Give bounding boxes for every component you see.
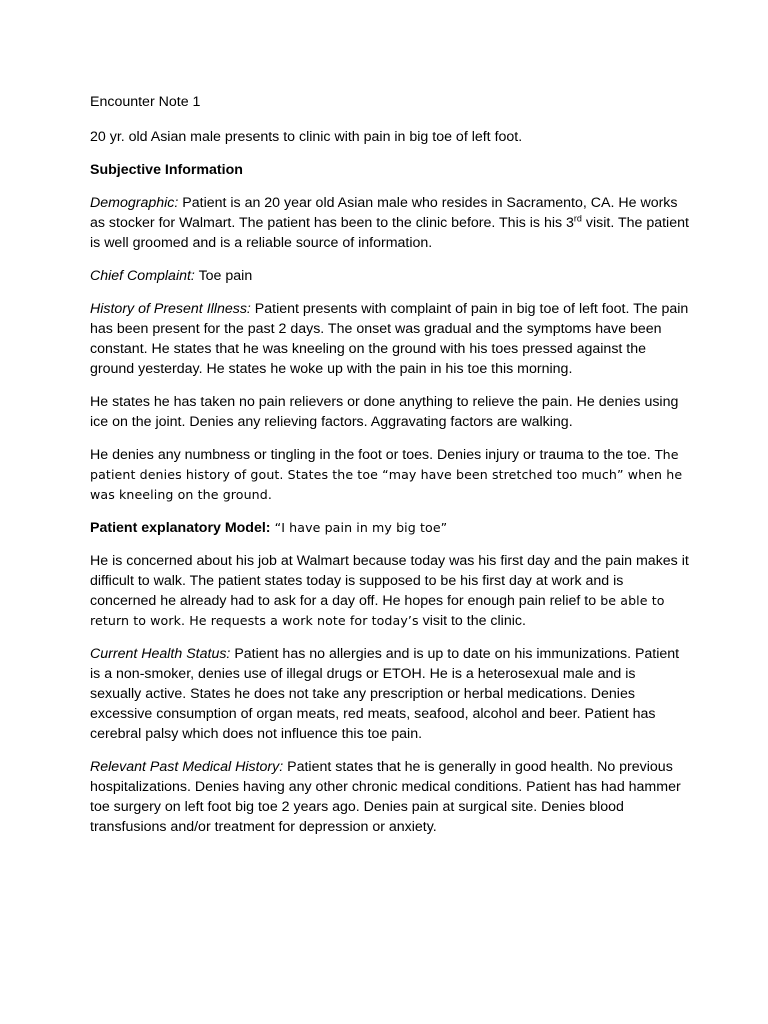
gout-text: The patient denies history of gout. States the toe “may have been stretched too much” when he was kneeling on the ground. [90,447,683,502]
intro-line: 20 yr. old Asian male presents to clinic with pain in big toe of left foot. [90,129,523,145]
hpi-text: Patient presents with complaint of pain in big toe of left foot. The pain has been present for the past 2 days. The onset was gradual and the symptoms have been constant. He states that he was kneeling on the ground with his toes pressed against the ground yesterday. He states he woke up with the pain in his toe this morning. [90,301,689,377]
past-history-paragraph [90,757,690,837]
current-health-text: Patient has no allergies and is up to date on his immunizations. Patient is a non-smoker, denies use of illegal drugs or ETOH. He is a heterosexual male and is sexually active. States he does not take any prescription or herbal medications. Denies excessive consumption of organ meats, red meats, seafood, alcohol and beer. Patient has cerebral palsy which does not influence this toe pain. [90,646,680,742]
numbness-paragraph [90,445,690,505]
explanatory-label: Patient explanatory Model: [90,520,271,536]
explanatory-paragraph [90,518,690,538]
work-note-text: be able to return to work. He requests a work note for today’s [90,593,665,628]
concern-text: He is concerned about his job at Walmart because today was his first day and the pain makes it difficult to walk. The patient states today is supposed to be his first day at work and is concerned he already had to ask for a day off. He hopes for enough pain relief to [90,553,689,609]
chief-complaint-text: Toe pain [194,268,253,284]
hpi-label: History of Present Illness: [90,301,251,317]
document-page [90,92,690,850]
subjective-heading: Subjective Information [90,162,243,178]
relievers-paragraph: He states he has taken no pain relievers or done anything to relieve the pain. He denies using ice on the joint. Denies any relieving factors. Aggravating factors are walking. [90,394,679,430]
concern-paragraph [90,551,690,631]
chief-complaint-paragraph [90,266,690,286]
concern-text-end: visit to the clinic. [418,613,526,629]
demographic-text: Patient is an 20 year old Asian male who resides in Sacramento, CA. He works as stocker for Walmart. The patient has been to the clinic before. This is his 3 [90,195,678,231]
numbness-text: He denies any numbness or tingling in the foot or toes. Denies injury or trauma to the toe. [90,447,651,463]
current-health-label: Current Health Status: [90,646,231,662]
explanatory-quote: “I have pain in my big toe” [270,520,448,535]
demographic-text-end: visit. The patient is well groomed and is a reliable source of information. [90,215,689,251]
chief-complaint-label: Chief Complaint: [90,268,195,284]
hpi-paragraph [90,299,690,379]
document-title: Encounter Note 1 [90,94,201,110]
past-history-label: Relevant Past Medical History: [90,759,284,775]
ordinal-suffix: rd [573,213,582,224]
current-health-paragraph [90,644,690,744]
demographic-label: Demographic: [90,195,179,211]
demographic-paragraph [90,193,690,253]
past-history-text: Patient states that he is generally in good health. No previous hospitalizations. Denies having any other chronic medical conditions. Patient has had hammer toe surgery on left foot big toe 2 years ago. Denies pain at surgical site. Denies blood transfusions and/or treatment for depression or anxiety. [90,759,681,835]
